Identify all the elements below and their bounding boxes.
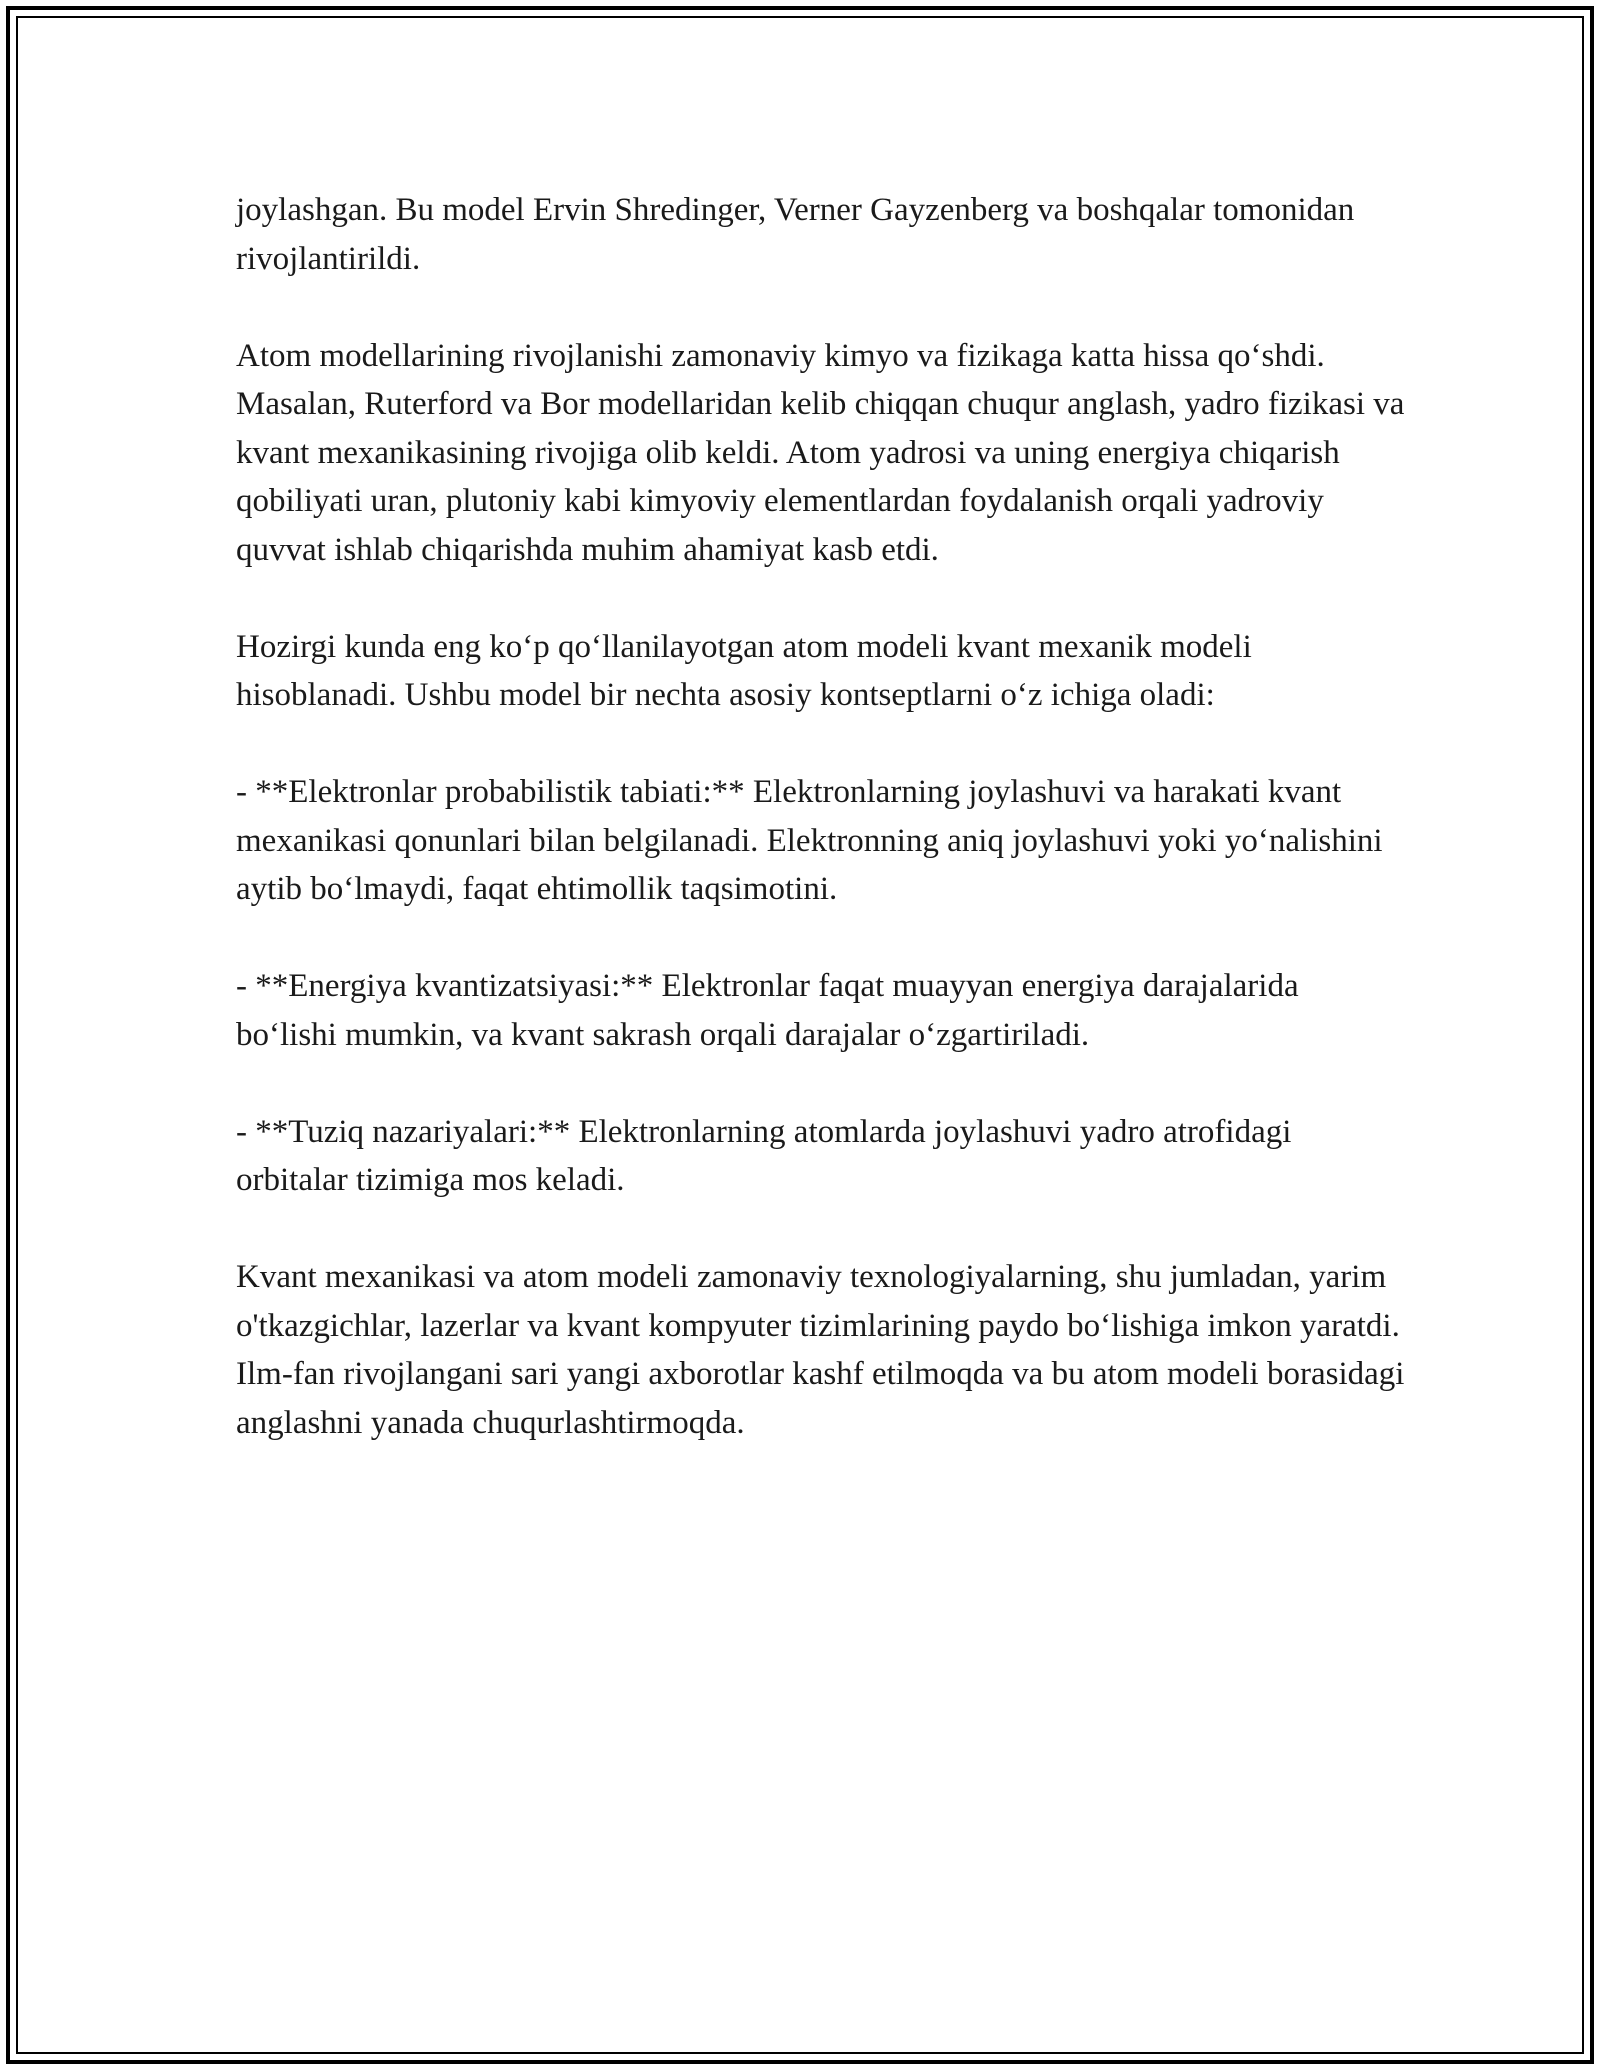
bullet-paragraph: - **Elektronlar probabilistik tabiati:** Elektronlarning joylashuvi va harakati kvant mexanikasi qonunlari bilan belgilanadi. Elektronning aniq joylashuvi yoki yoʻnalishini aytib boʻlmaydi, faqat ehtimollik taqsimotini.: [236, 774, 1383, 907]
paragraph: Atom modellarining rivojlanishi zamonaviy kimyo va fizikaga katta hissa qoʻshdi. Masalan, Ruterford va Bor modellaridan kelib chiqqan chuqur anglash, yadro fizikasi va kvant mexanikasining rivojiga olib keldi. Atom yadrosi va uning energiya chiqarish qobiliyati uran, plutoniy kabi kimyoviy elementlardan foydalanish orqali yadroviy quvvat ishlab chiqarishda muhim ahamiyat kasb etdi.: [236, 337, 1405, 568]
paragraph: Kvant mexanikasi va atom modeli zamonaviy texnologiyalarning, shu jumladan, yarim o'tkazgichlar, lazerlar va kvant kompyuter tizimlarining paydo boʻlishiga imkon yaratdi. Ilm-fan rivojlangani sari yangi axborotlar kashf etilmoqda va bu atom modeli borasidagi anglashni yanada chuqurlashtirmoqda.: [236, 1259, 1405, 1441]
paragraph: Hozirgi kunda eng koʻp qoʻllanilayotgan atom modeli kvant mexanik modeli hisoblanadi. Ushbu model bir nechta asosiy kontseptlarni oʻz ichiga oladi:: [236, 628, 1252, 713]
bullet-paragraph: - **Energiya kvantizatsiyasi:** Elektronlar faqat muayyan energiya darajalarida boʻlishi mumkin, va kvant sakrash orqali darajalar oʻzgartiriladi.: [236, 968, 1299, 1053]
document-body: [236, 186, 1406, 1496]
bullet-paragraph: - **Tuziq nazariyalari:** Elektronlarning atomlarda joylashuvi yadro atrofidagi orbitalar tizimiga mos keladi.: [236, 1113, 1292, 1198]
paragraph: joylashgan. Bu model Ervin Shredinger, Verner Gayzenberg va boshqalar tomonidan rivojlantirildi.: [236, 192, 1355, 277]
